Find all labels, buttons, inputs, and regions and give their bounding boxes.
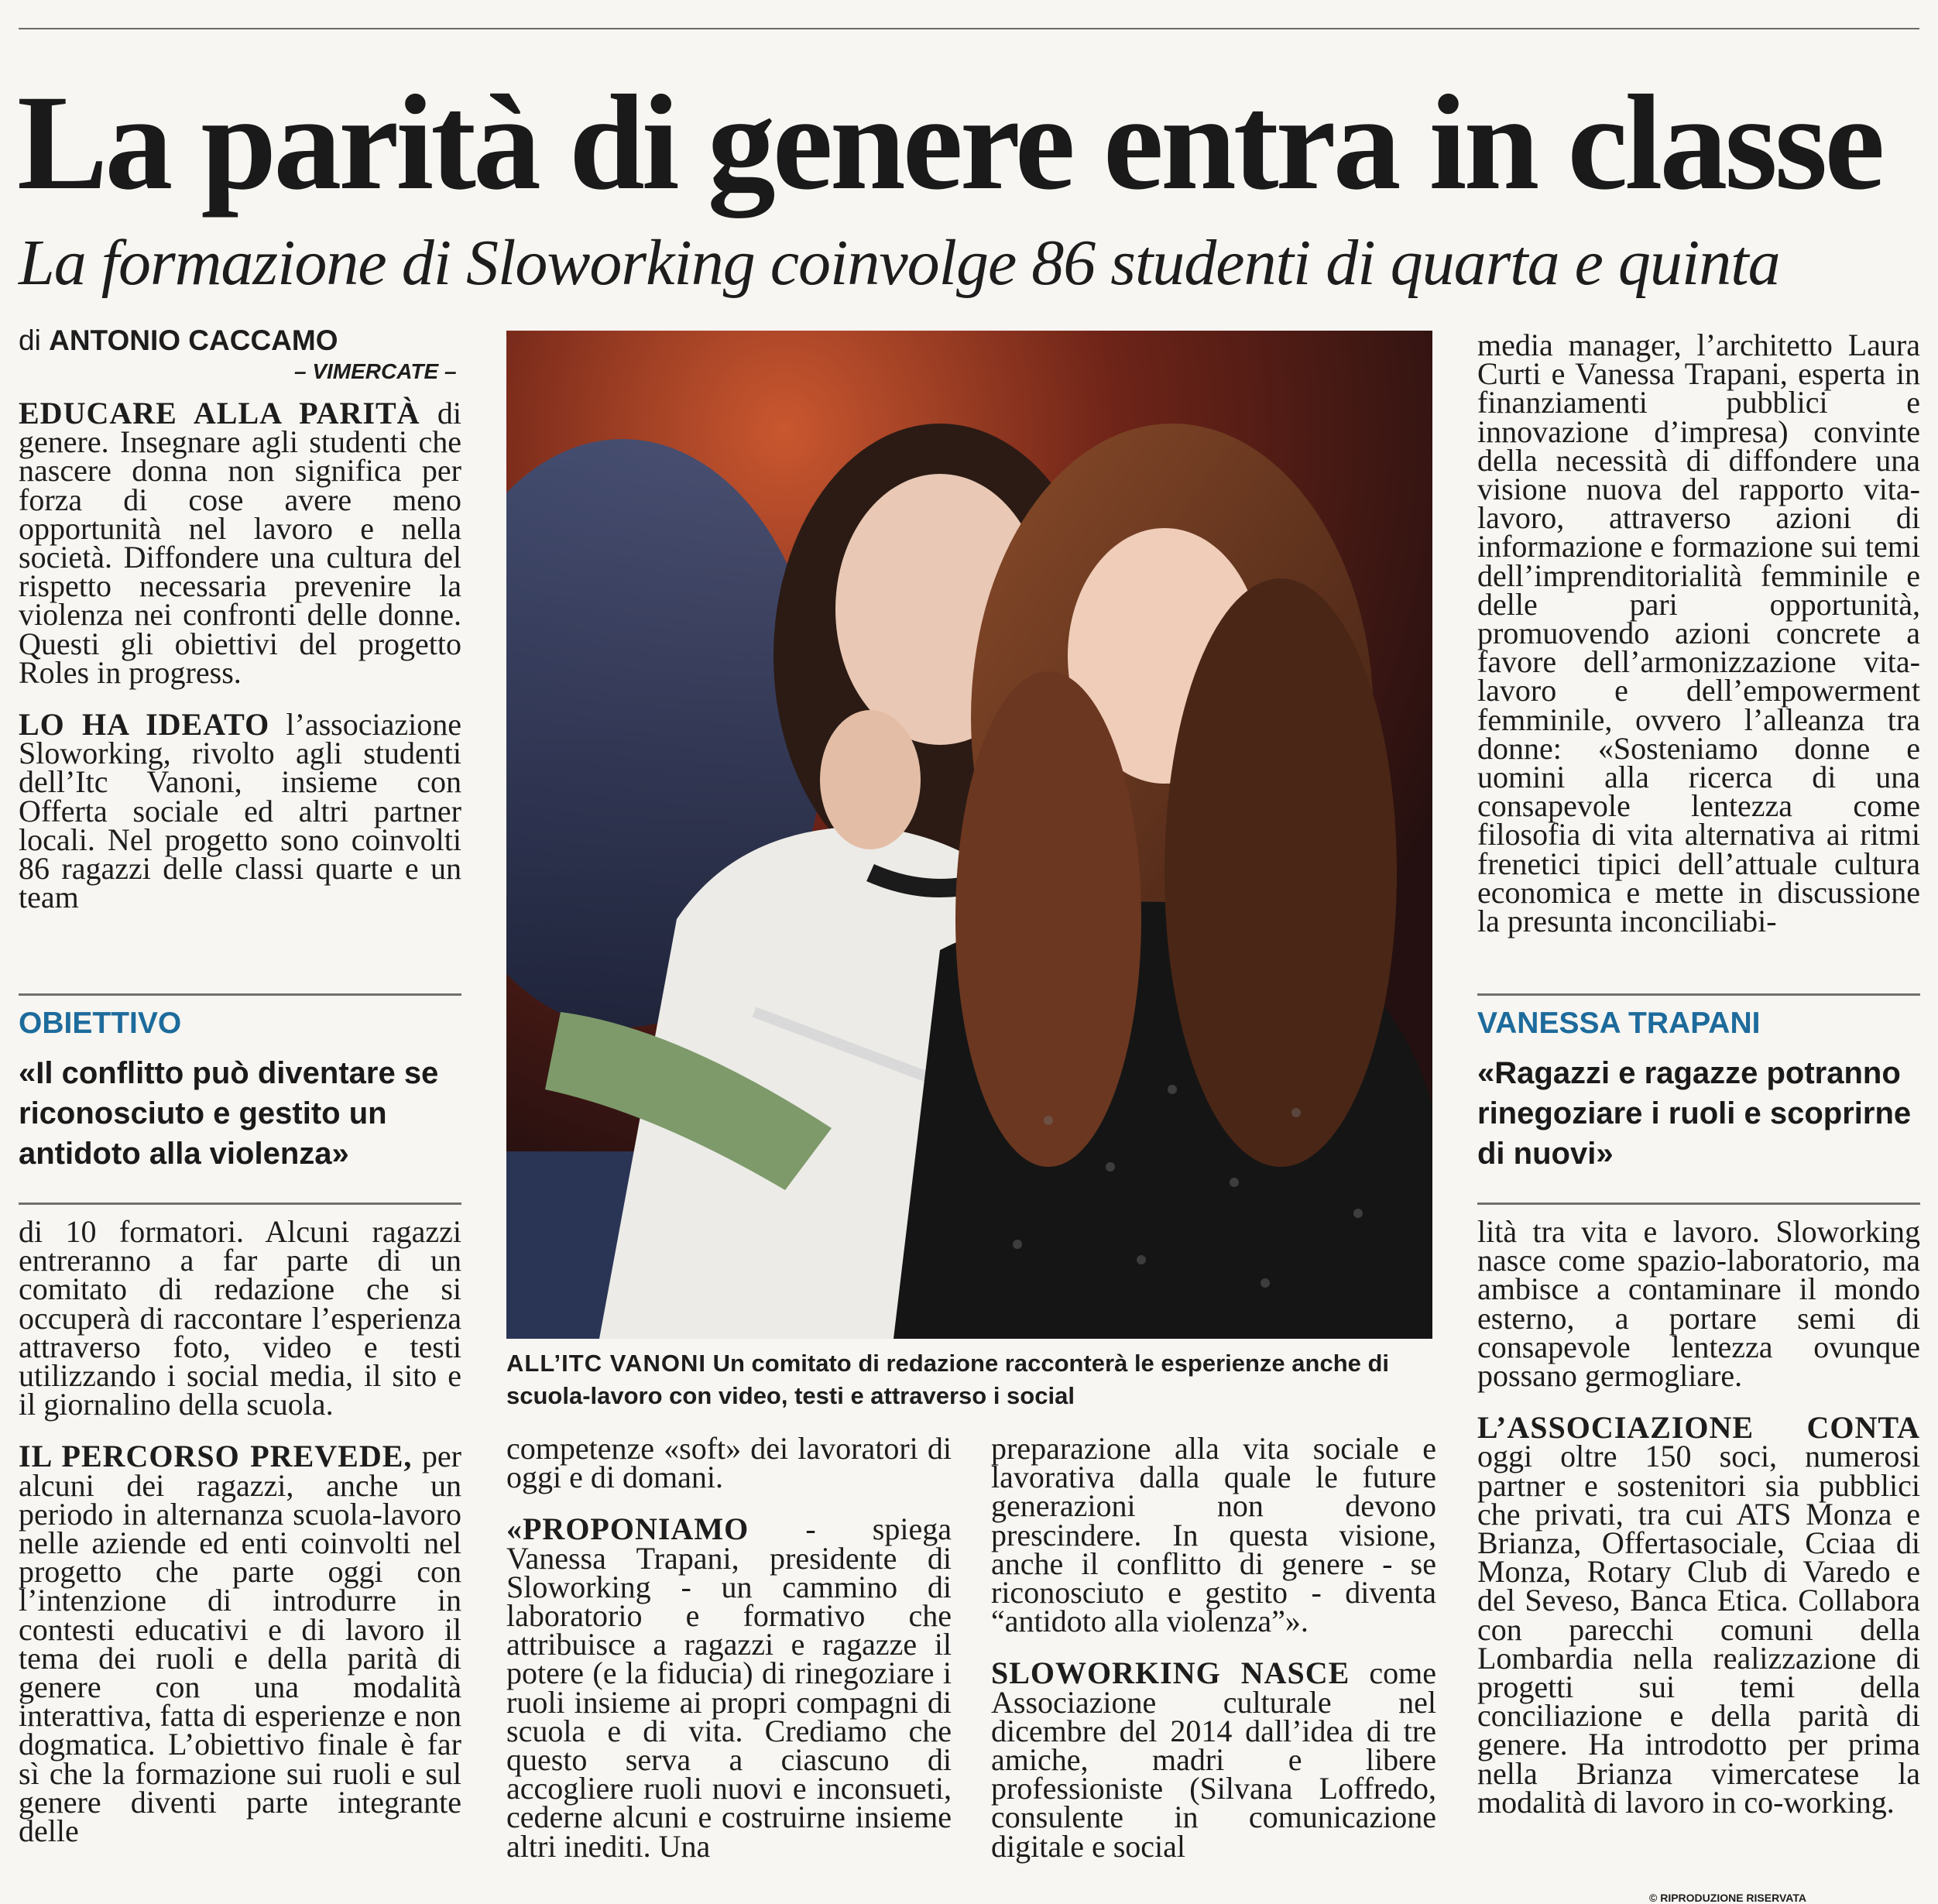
- paragraph-lead: SLOWORKING NASCE: [991, 1655, 1350, 1691]
- paragraph: [506, 1511, 952, 1864]
- paragraph: [991, 1655, 1436, 1864]
- box-quote: «Il conflitto può diventare se riconosciuto e gestito un antidoto alla violenza»: [19, 1056, 439, 1171]
- byline-prefix: di: [19, 324, 41, 356]
- paragraph-lead: EDUCARE ALLA PARITÀ: [19, 396, 420, 431]
- article-photo: [506, 331, 1432, 1339]
- paragraph-text: l’associazione Sloworking, rivolto agli studenti dell’Itc Vanoni, insieme con Offerta sociale ed altri partner locali. Nel progetto sono coinvolti 86 ragazzi delle classi quarte e un team: [19, 707, 461, 915]
- column-1-top: [19, 396, 461, 935]
- box-rule: [19, 993, 461, 996]
- box-rule: [19, 1202, 461, 1205]
- paragraph: [19, 707, 461, 915]
- paragraph-lead: L’ASSOCIAZIONE CONTA: [1477, 1410, 1920, 1446]
- dateline: – VIMERCATE –: [294, 359, 457, 383]
- quote-box-objective: [19, 1005, 468, 1174]
- paragraph-text: - spiega Vanessa Trapani, presidente di Sloworking - un cammino di laboratorio e formativo che attribuisce a ragazzi e ragazze il potere (e la fiducia) di rinegoziare i ruoli insieme ai propri compagni di scuola e di vita. Crediamo che questo serva a ciascuno di accogliere ruoli nuovi e inconsueti, cederne alcuni e costruirne insieme altri inediti. Una: [506, 1511, 952, 1864]
- box-label: VANESSA TRAPANI: [1477, 1007, 1761, 1040]
- paragraph: [1477, 1410, 1920, 1820]
- subheadline: La formazione di Sloworking coinvolge 86 studenti di quarta e quinta: [19, 227, 1780, 299]
- column-4-bottom: [1477, 1214, 1920, 1840]
- paragraph: lità tra vita e lavoro. Sloworking nasce come spazio-laboratorio, ma ambisce a contaminare il mondo esterno, a portare semi di consapevole lentezza ovunque possano germogliare.: [1477, 1214, 1920, 1394]
- box-label: OBIETTIVO: [19, 1007, 182, 1040]
- paragraph: di 10 formatori. Alcuni ragazzi entreranno a far parte di un comitato di redazione che si occuperà di raccontare l’esperienza attraverso foto, video e testi utilizzando i social media, il sito e il giornalino della scuola.: [19, 1214, 461, 1422]
- paragraph: preparazione alla vita sociale e lavorativa dalla quale le future generazioni non devono prescindere. In questa visione, anche il conflitto di genere - se riconosciuto e gestito - diventa “antidoto alla violenza”».: [991, 1431, 1436, 1639]
- byline: [19, 324, 338, 358]
- paragraph-text: oggi oltre 150 soci, numerosi partner e sostenitori sia pubblici che privati, tra cui ATS Monza e Brianza, Offertasociale, Cciaa di Monza, Rotary Club di Varedo e del Seveso, Banca Etica. Collabora con parecchi comuni della Lombardia nella realizzazione di progetti sui temi della conciliazione e della parità di genere. Ha introdotto per prima nella Brianza vimercatese la modalità di lavoro in co-working.: [1477, 1439, 1920, 1820]
- top-rule: [19, 28, 1919, 29]
- caption-text: Un comitato di redazione racconterà le esperienze anche di scuola-lavoro con video, testi e attraverso i social: [506, 1350, 1390, 1409]
- column-2: [506, 1431, 952, 1884]
- paragraph-text: per alcuni dei ragazzi, anche un periodo in alternanza scuola-lavoro nelle aziende ed enti coinvolti nel progetto che parte oggi con l’intenzione di introdurre in contesti educativi e di lavoro il tema dei ruoli e della parità di genere con una modalità interattiva, fatta di esperienze e non dogmatica. L’obiettivo finale è far sì che la formazione sui ruoli e sul genere diventi parte integrante delle: [19, 1439, 461, 1849]
- paragraph-lead: LO HA IDEATO: [19, 707, 270, 743]
- photo-illustration: [506, 331, 1432, 1339]
- box-quote: «Ragazzi e ragazze potranno rinegoziare i ruoli e scoprirne di nuovi»: [1477, 1056, 1912, 1171]
- paragraph: [19, 396, 461, 690]
- copyright-notice: © RIPRODUZIONE RISERVATA: [1649, 1892, 1806, 1904]
- paragraph-text: come Associazione culturale nel dicembre del 2014 dall’idea di tre amiche, madri e libere professioniste (Silvana Loffredo, consulente in comunicazione digitale e social: [991, 1655, 1436, 1864]
- paragraph-lead: «PROPONIAMO: [506, 1511, 749, 1547]
- photo-caption: [506, 1347, 1435, 1412]
- paragraph: [19, 1439, 461, 1849]
- paragraph: media manager, l’architetto Laura Curti e Vanessa Trapani, esperta in finanziamenti pubblici e innovazione d’impresa) convinte della necessità di diffondere una visione nuova del rapporto vita-lavoro, attraverso azioni di informazione e formazione sui temi dell’imprenditorialità femminile e delle pari opportunità, promuovendo azioni concrete a favore dell’armonizzazione vita-lavoro e dell’empowerment femminile, ovvero l’alleanza tra donne: «Sosteniamo donne e uomini alla ricerca di una consapevole lentezza come filosofia di vita alternativa ai ritmi frenetici tipici dell’attuale cultura economica e mette in discussione la presunta inconciliabi-: [1477, 328, 1920, 939]
- paragraph-lead: IL PERCORSO PREVEDE,: [19, 1439, 413, 1474]
- column-3: [991, 1431, 1436, 1884]
- headline: La parità di genere entra in classe: [17, 67, 1882, 218]
- column-1-bottom: [19, 1214, 461, 1868]
- caption-lead: ALL’ITC VANONI: [506, 1350, 706, 1377]
- column-4-top: [1477, 328, 1920, 959]
- paragraph: competenze «soft» dei lavoratori di oggi e di domani.: [506, 1431, 952, 1495]
- quote-box-vanessa-trapani: [1477, 1005, 1926, 1174]
- paragraph-text: di genere. Insegnare agli studenti che nascere donna non significa per forza di cose avere meno opportunità nel lavoro e nella società. Diffondere una cultura del rispetto necessaria prevenire la violenza nei confronti delle donne. Questi gli obiettivi del progetto Roles in progress.: [19, 396, 461, 690]
- box-rule: [1477, 993, 1920, 996]
- byline-author: ANTONIO CACCAMO: [49, 324, 338, 356]
- box-rule: [1477, 1202, 1920, 1205]
